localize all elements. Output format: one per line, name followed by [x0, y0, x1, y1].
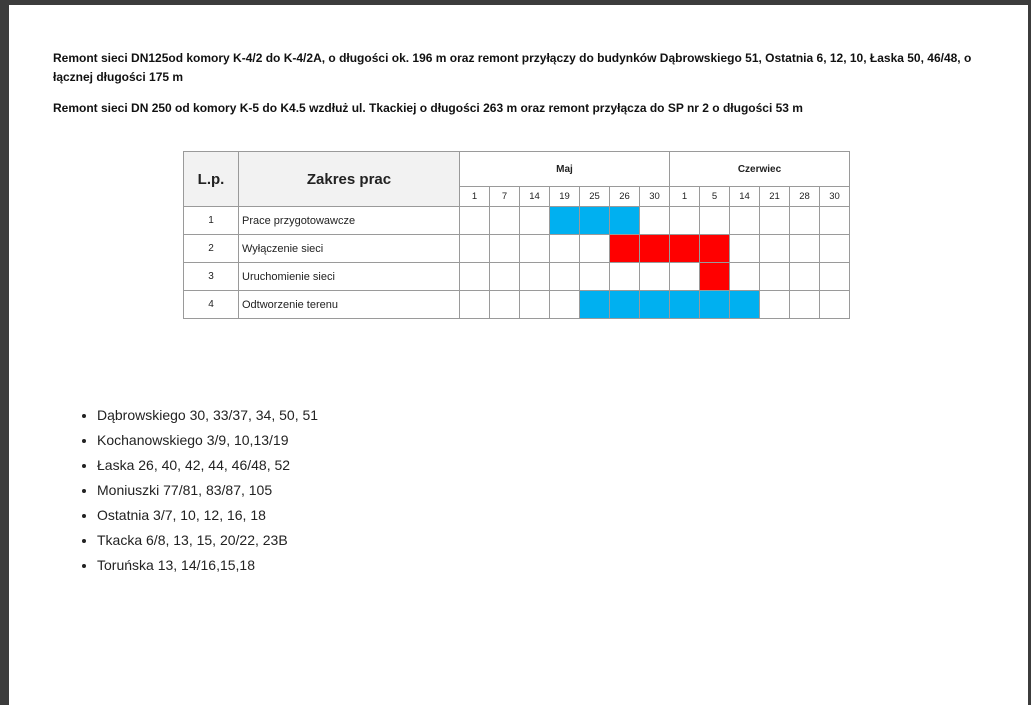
schedule-cell: [460, 235, 490, 263]
address-list-item: • Toruńska 13, 14/16,15,18: [97, 553, 318, 578]
schedule-cell: [490, 263, 520, 291]
schedule-cell: [520, 235, 550, 263]
schedule-bar-red: [670, 235, 700, 263]
paragraph-network-repair-dn125: Remont sieci DN125od komory K-4/2 do K-4/2A, o długości ok. 196 m oraz remont przyłączy do budynków Dąbrowskiego 51, Ostatnia 6, 12, 10, Łaska 50, 46/48, o łącznej długości 175 m: [53, 51, 972, 84]
schedule-cell: [790, 263, 820, 291]
address-list-item: • Łaska 26, 40, 42, 44, 46/48, 52: [97, 453, 318, 478]
row-number: 1: [184, 207, 239, 235]
paragraph-network-repair-dn250: Remont sieci DN 250 od komory K-5 do K4.5 wzdłuż ul. Tkackiej o długości 263 m oraz remont przyłącza do SP nr 2 o długości 53 m: [53, 101, 803, 115]
schedule-bar-red: [610, 235, 640, 263]
schedule-cell: [760, 235, 790, 263]
schedule-cell: [760, 207, 790, 235]
schedule-cell: [490, 207, 520, 235]
address-list-item: • Tkacka 6/8, 13, 15, 20/22, 23B: [97, 528, 318, 553]
schedule-bar-blue: [640, 291, 670, 319]
schedule-bar-blue: [700, 291, 730, 319]
header-month-maj: Maj: [460, 152, 670, 187]
schedule-cell: [550, 235, 580, 263]
table-row: [184, 235, 850, 263]
address-list: [53, 403, 318, 578]
address-list-item: • Dąbrowskiego 30, 33/37, 34, 50, 51: [97, 403, 318, 428]
schedule-cell: [640, 207, 670, 235]
header-day: 26: [610, 187, 640, 207]
schedule-cell: [640, 263, 670, 291]
schedule-bar-red: [700, 263, 730, 291]
schedule-cell: [460, 207, 490, 235]
schedule-cell: [520, 263, 550, 291]
schedule-cell: [790, 291, 820, 319]
schedule-bar-blue: [730, 291, 760, 319]
schedule-cell: [610, 263, 640, 291]
schedule-cell: [490, 291, 520, 319]
schedule-bar-blue: [580, 207, 610, 235]
schedule-cell: [550, 291, 580, 319]
address-list-item: • Moniuszki 77/81, 83/87, 105: [97, 478, 318, 503]
schedule-cell: [820, 235, 850, 263]
schedule-cell: [460, 263, 490, 291]
task-name: Wyłączenie sieci: [239, 235, 460, 263]
schedule-bar-blue: [610, 207, 640, 235]
header-day: 1: [460, 187, 490, 207]
schedule-bar-blue: [580, 291, 610, 319]
schedule-cell: [670, 207, 700, 235]
schedule-cell: [730, 235, 760, 263]
header-day: 30: [820, 187, 850, 207]
schedule-cell: [550, 263, 580, 291]
schedule-cell: [520, 207, 550, 235]
schedule-cell: [790, 235, 820, 263]
header-day: 21: [760, 187, 790, 207]
schedule-table: [183, 151, 850, 319]
schedule-cell: [730, 263, 760, 291]
header-day: 7: [490, 187, 520, 207]
schedule-cell: [580, 235, 610, 263]
schedule-cell: [760, 263, 790, 291]
header-zakres-prac: Zakres prac: [239, 152, 460, 207]
schedule-cell: [790, 207, 820, 235]
schedule-bar-red: [640, 235, 670, 263]
header-day: 14: [520, 187, 550, 207]
schedule-bar-blue: [550, 207, 580, 235]
schedule-cell: [820, 207, 850, 235]
header-day: 28: [790, 187, 820, 207]
table-row: [184, 291, 850, 319]
header-day: 1: [670, 187, 700, 207]
row-number: 2: [184, 235, 239, 263]
task-name: Uruchomienie sieci: [239, 263, 460, 291]
header-day: 30: [640, 187, 670, 207]
schedule-cell: [700, 207, 730, 235]
table-row: [184, 207, 850, 235]
schedule-bar-red: [700, 235, 730, 263]
header-day: 5: [700, 187, 730, 207]
schedule-bar-blue: [670, 291, 700, 319]
row-number: 3: [184, 263, 239, 291]
task-name: Prace przygotowawcze: [239, 207, 460, 235]
table-row: [184, 263, 850, 291]
schedule-cell: [730, 207, 760, 235]
schedule-cell: [760, 291, 790, 319]
schedule-cell: [580, 263, 610, 291]
header-day: 19: [550, 187, 580, 207]
header-day: 25: [580, 187, 610, 207]
schedule-bar-blue: [610, 291, 640, 319]
header-day: 14: [730, 187, 760, 207]
schedule-cell: [820, 263, 850, 291]
row-number: 4: [184, 291, 239, 319]
schedule-cell: [520, 291, 550, 319]
address-list-item: • Kochanowskiego 3/9, 10,13/19: [97, 428, 318, 453]
schedule-cell: [670, 263, 700, 291]
header-month-czerwiec: Czerwiec: [670, 152, 850, 187]
schedule-cell: [820, 291, 850, 319]
header-lp: L.p.: [184, 152, 239, 207]
address-list-item: • Ostatnia 3/7, 10, 12, 16, 18: [97, 503, 318, 528]
window-left-border: [0, 0, 9, 705]
document-page: [9, 5, 1028, 705]
schedule-cell: [490, 235, 520, 263]
task-name: Odtworzenie terenu: [239, 291, 460, 319]
schedule-cell: [460, 291, 490, 319]
